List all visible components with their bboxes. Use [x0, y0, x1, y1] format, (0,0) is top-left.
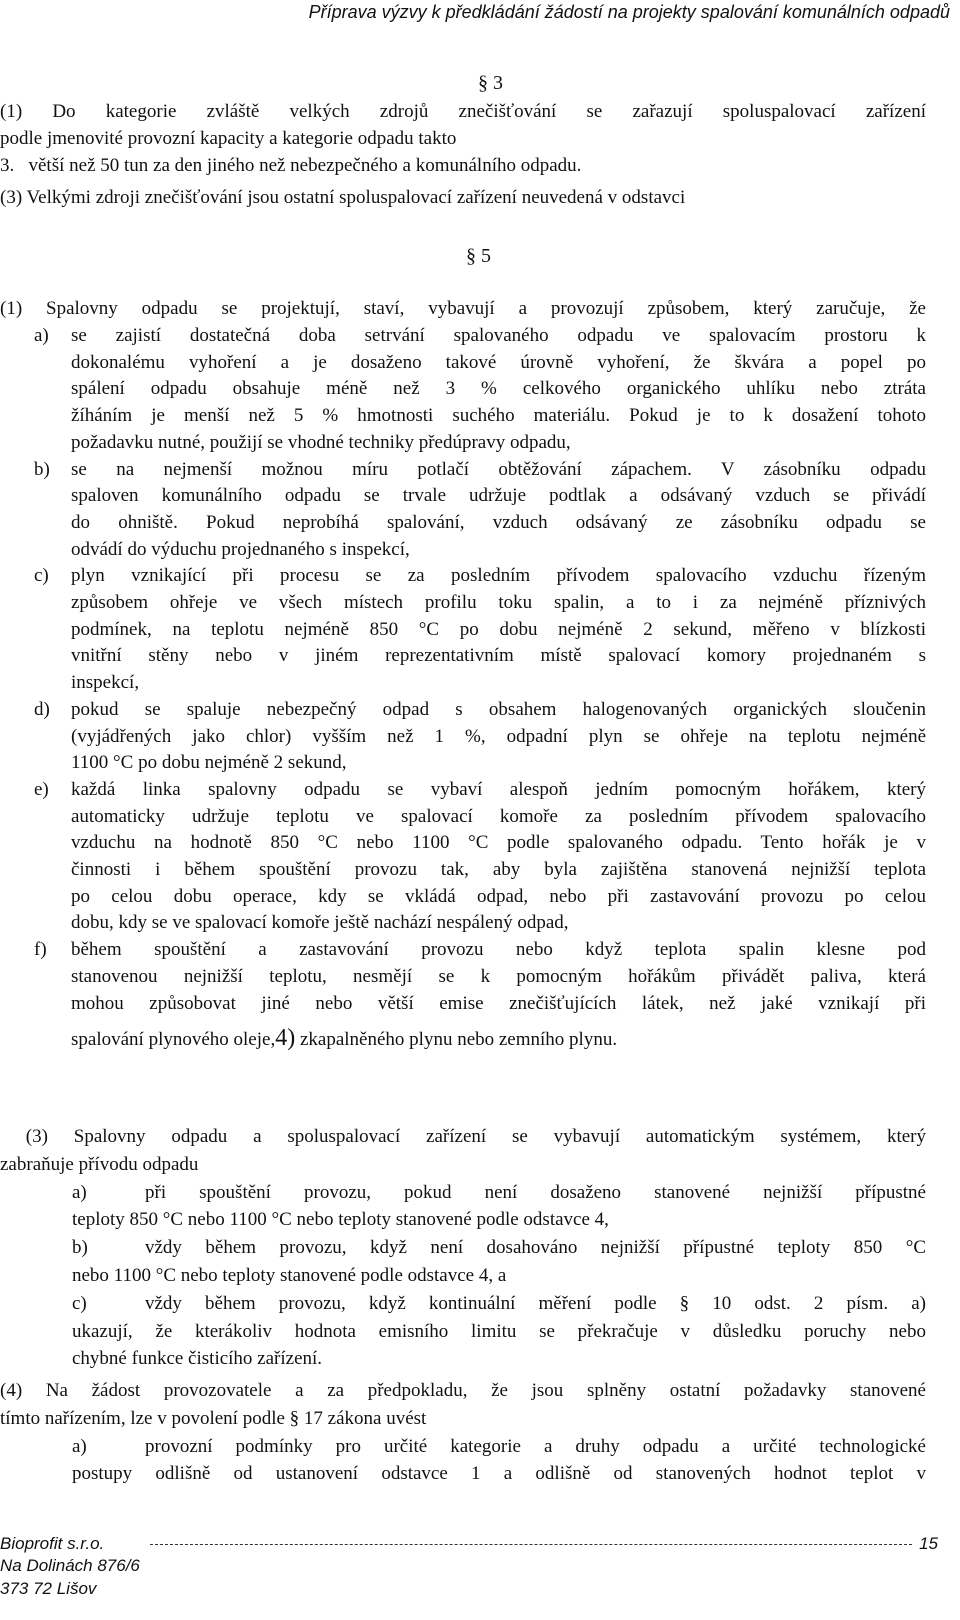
s5-item-line: mohou způsobovat jiné nebo větší emise znečišťujících látek, než jaké vznikají při [71, 992, 926, 1014]
s5-item-line: požadavku nutné, použijí se vhodné techniky předúpravy odpadu, [71, 431, 571, 453]
s5-item-line: 1100 °C po dobu nejméně 2 sekund, [71, 752, 347, 774]
s5-item-line: žíháním je menší než 5 % hmotnosti suchého materiálu. Pokud je to k dosažení tohoto [71, 405, 926, 427]
s5-item-line: odvádí do výduchu projednaného s inspekcí, [71, 538, 410, 560]
s5-item-label: e) [34, 778, 49, 800]
s5-item-line: pokud se spaluje nebezpečný odpad s obsahem halogenovaných organických sloučenin [71, 698, 926, 720]
s5-item-line: se na nejmenší možnou míru potlačí obtěžování zápachem. V zásobníku odpadu [71, 458, 926, 480]
p3-item-label: c) [72, 1292, 87, 1314]
s5-item-line: se zajistí dostatečná doba setrvání spalovaného odpadu ve spalovacím prostoru k [71, 325, 926, 346]
p3-item-label: a) [72, 1181, 87, 1203]
s3-p1-line3: 3. větší než 50 tun za den jiného než nebezpečného a komunálního odpadu. [0, 155, 582, 176]
footer-address2: 373 72 Lišov [0, 1579, 97, 1598]
s3-p1-line2: podle jmenovité provozní kapacity a kategorie odpadu takto [0, 128, 457, 149]
s5-item-line: vnitřní stěny nebo v jiném reprezentativním místě spalovací komory projednaném s [71, 645, 926, 667]
p3-line: zabraňuje přívodu odpadu [0, 1153, 199, 1175]
p4-line: (4) Na žádost provozovatele a za předpokladu, že jsou splněny ostatní požadavky stanovené [0, 1380, 926, 1401]
p3-item-line: vždy během provozu, když kontinuální měření podle § 10 odst. 2 písm. a) [145, 1292, 926, 1314]
footer-address1: Na Dolinách 876/6 [0, 1556, 140, 1575]
p3-item-line: chybné funkce čisticího zařízení. [72, 1348, 323, 1370]
s5-item-line [71, 1025, 617, 1053]
p4-line: tímto nařízením, lze v povolení podle § 17 zákona uvést [0, 1407, 427, 1429]
s3-p1-line1: (1) Do kategorie zvláště velkých zdrojů znečišťování se zařazují spoluspalovací zařízení [0, 101, 926, 122]
s5-item-line: automaticky udržuje teplotu ve spalovací komoře za posledním přívodem spalovacího [71, 805, 926, 827]
s5-item-line: způsobem ohřeje ve všech místech profilu toku spalin, a to i za nejméně příznivých [71, 592, 926, 613]
s5-item-text: zkapalněného plynu nebo zemního plynu. [295, 1029, 618, 1051]
section-number-5: § 5 [466, 245, 491, 267]
s5-item-line: činnosti i během spouštění provozu tak, aby byla zajištěna stanovená nejnižší teplota [71, 859, 926, 880]
p4-item-label: a) [72, 1435, 87, 1457]
s5-item-line: každá linka spalovny odpadu se vybaví alespoň jedním pomocným hořákem, který [71, 778, 926, 800]
s5-item-line: dobu, kdy se ve spalovací komoře ještě nachází nespálený odpad, [71, 912, 569, 934]
footer-divider [150, 1544, 912, 1545]
s5-item-line: po celou dobu operace, kdy se vkládá odpad, nebo při zastavování provozu po celou [71, 885, 926, 907]
p3-item-line: nebo 1100 °C nebo teploty stanovené podle odstavce 4, a [72, 1265, 507, 1286]
s5-item-line: vzduchu na hodnotě 850 °C nebo 1100 °C podle spalovaného odpadu. Tento hořák je v [71, 832, 926, 854]
s5-item-text: spalování plynového oleje, [71, 1029, 276, 1051]
s5-item-line: (vyjádřených jako chlor) vyšším než 1 %, odpadní plyn se ohřeje na teplotu nejméně [71, 725, 926, 747]
s5-item-line: plyn vznikající při procesu se za posledním přívodem spalovacího vzduchu řízeným [71, 565, 926, 587]
s5-item-line: dokonalému vyhoření a je dosaženo takové úrovně vyhoření, že škvára a popel po [71, 351, 926, 373]
s5-item-line: do ohniště. Pokud neprobíhá spalování, vzduch odsávaný ze zásobníku odpadu se [71, 511, 926, 533]
p3-item-line: při spouštění provozu, pokud není dosaženo stanovené nejnižší přípustné [145, 1181, 926, 1203]
s5-item-label: d) [34, 698, 50, 720]
s5-item-line: inspekcí, [71, 672, 140, 694]
running-header: Příprava výzvy k předkládání žádostí na projekty spalování komunálních odpadů [308, 2, 950, 22]
s5-item-label: b) [34, 458, 50, 480]
s5-item-label: a) [34, 325, 49, 346]
page-number: 15 [919, 1534, 938, 1553]
s5-item-line: stanovenou nejnižší teplotu, nesmějí se k pomocným hořákům přivádět paliva, která [71, 965, 926, 987]
p3-line: (3) Spalovny odpadu a spoluspalovací zařízení se vybavují automatickým systémem, který [0, 1126, 926, 1147]
s5-item-line: podmínek, na teplotu nejméně 850 °C po dobu nejméně 2 sekund, měřeno v blízkosti [71, 618, 926, 640]
s5-item-line: spaloven komunálního odpadu se trvale udržuje podtlak a odsávaný vzduch se přivádí [71, 485, 926, 507]
s5-item-line: během spouštění a zastavování provozu nebo když teplota spalin klesne pod [71, 939, 926, 961]
footer-company: Bioprofit s.r.o. [0, 1534, 105, 1553]
p3-item-label: b) [72, 1237, 88, 1259]
p3-item-line: vždy během provozu, když není dosahováno nejnižší přípustné teploty 850 °C [145, 1237, 926, 1259]
p4-item-line: provozní podmínky pro určité kategorie a druhy odpadu a určité technologické [145, 1435, 926, 1457]
s5-item-label: c) [34, 565, 49, 587]
section-number-value: 5 [481, 245, 491, 267]
s3-p3-line1: (3) Velkými zdroji znečišťování jsou ostatní spoluspalovací zařízení neuvedená v odstavci [0, 187, 686, 208]
section-number-3: § 3 [478, 72, 503, 94]
p4-item-line: postupy odlišně od ustanovení odstavce 1 a odlišně od stanovených hodnot teplot v [72, 1463, 926, 1485]
s5-intro: (1) Spalovny odpadu se projektují, staví, vybavují a provozují způsobem, který zaručuje, že [0, 298, 926, 319]
p3-item-line: teploty 850 °C nebo 1100 °C nebo teploty stanovené podle odstavce 4, [72, 1209, 609, 1231]
s5-item-line: spálení odpadu obsahuje méně než 3 % celkového organického uhlíku nebo ztráta [71, 378, 926, 400]
footnote-ref: 4) [275, 1025, 296, 1052]
p3-item-line: ukazují, že kterákoliv hodnota emisního limitu se překračuje v důsledku poruchy nebo [72, 1320, 926, 1342]
s5-item-label: f) [34, 939, 47, 961]
section-number-value: 3 [493, 72, 503, 94]
